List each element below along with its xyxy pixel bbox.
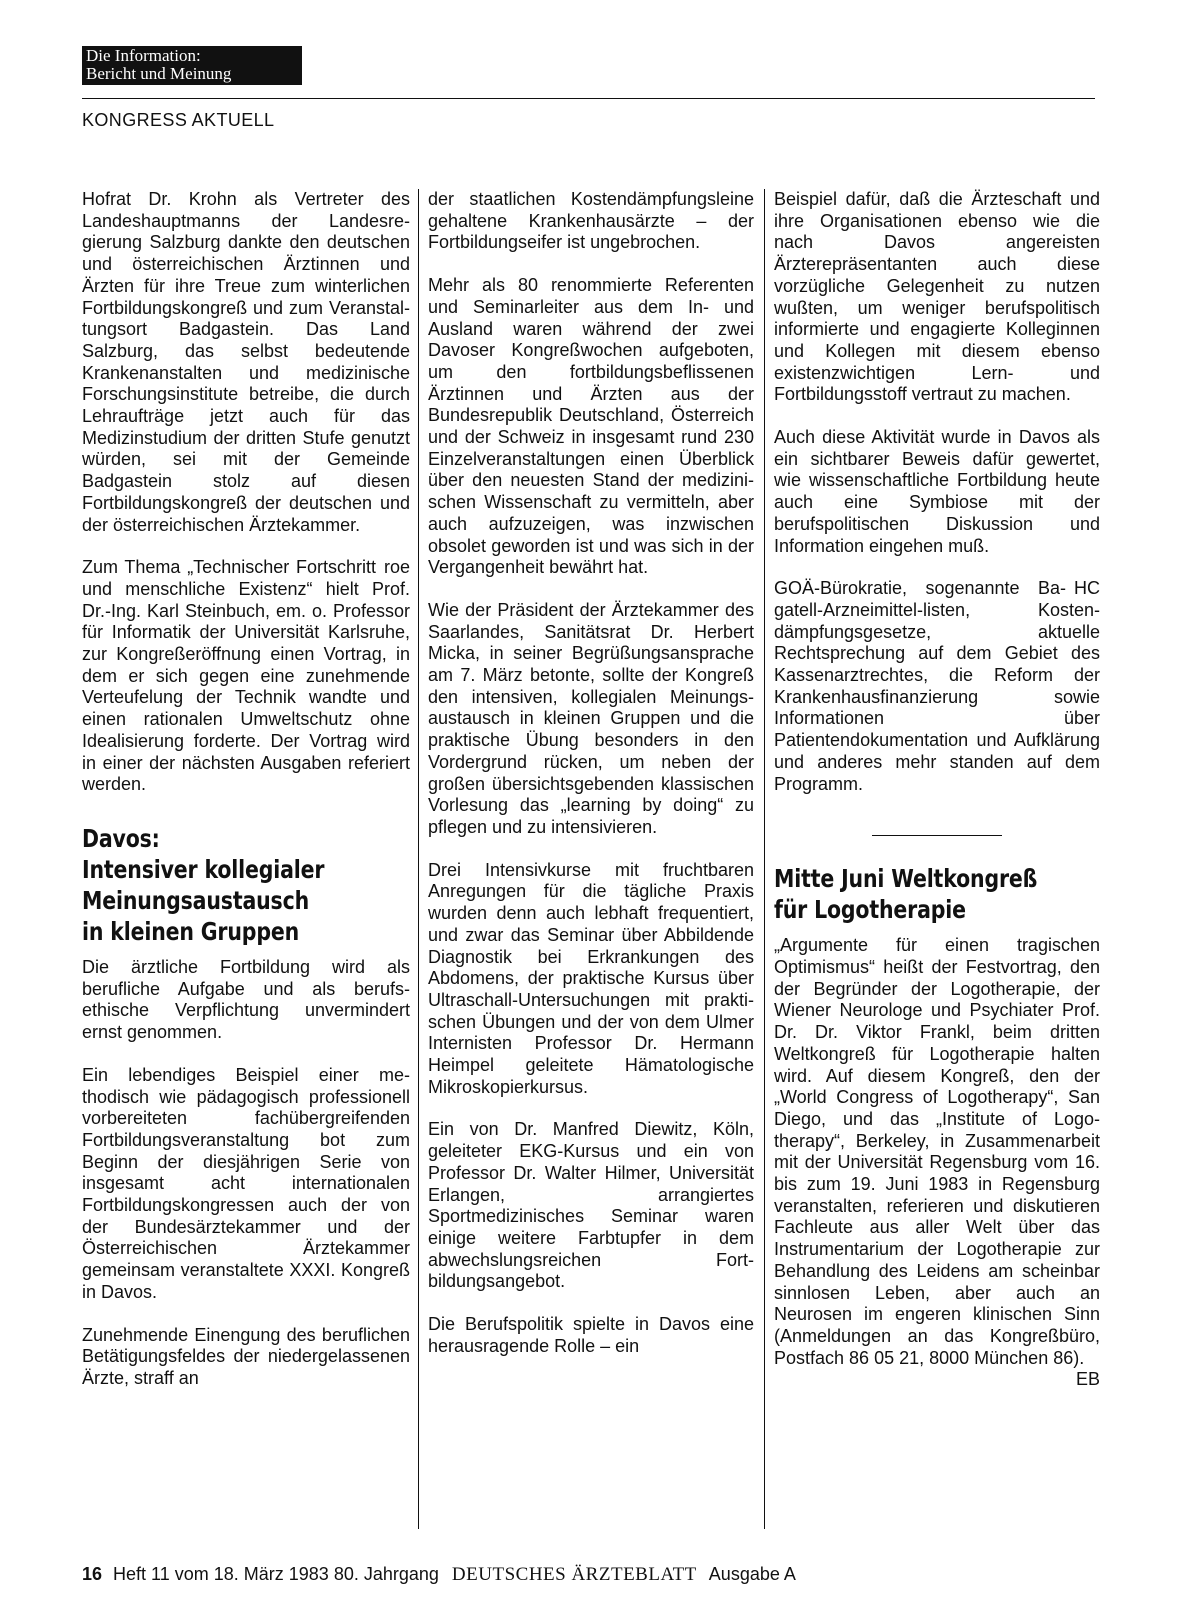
paragraph: Ein lebendiges Beispiel einer methodisch wie pädagogisch professionell vorbereiteten fachübergreifenden Fortbildungsveranstaltung bot zum Beginn der diesjährigen Serie von insgesamt acht internationalen Fortbildungskongressen auch der von der Bundesärztekammer und der Österreichischen Ärztekammer gemeinsam veranstaltete XXXI. Kongreß in Davos. <box>82 1064 410 1302</box>
column-3 <box>774 189 1100 1529</box>
paragraph: Zunehmende Einengung des beruflichen Betätigungsfeldes der niedergelassenen Ärzte, straff an <box>82 1324 410 1388</box>
heading-line: in kleinen Gruppen <box>82 916 300 946</box>
paragraph: Drei Intensivkurse mit fruchtbaren Anregungen für die tägliche Praxis wurden denn auch lebhaft frequentiert, und zwar das Seminar über Abbildende Diagnostik bei Erkrankungen des Abdomens, der praktische Kursus über Ultraschall-Untersuchungen mit praktischen Übungen und der von dem Ulmer Internisten Professor Dr. Hermann Heimpel geleitete Hämatologische Mikroskopierkursus. <box>428 859 754 1097</box>
edition: Ausgabe A <box>708 1564 796 1584</box>
paragraph-text: Zum Thema „Technischer Fortschritt und menschliche Existenz“ hielt Prof. Dr.-Ing. Karl Steinbuch, em. o. Professor für Informatik der Universität Karlsruhe, zur Kongreßeröffnung einen Vortrag, in dem er sich gegen eine zunehmende Verteufelung der Technik wandte und einen rationalen Umweltschutz ohne Idealisierung forderte. Der Vortrag wird in einer der nächsten Ausgaben referiert werden. <box>82 557 410 795</box>
heading-line: Meinungsaustausch <box>82 885 310 915</box>
paragraph-text: „Argumente für einen tragischen Optimismus“ heißt der Festvortrag, den der Begründer der Logotherapie, der Wiener Neurologe und Psychiater Prof. Dr. Dr. Viktor Frankl, beim dritten Weltkongreß für Logotherapie halten wird. Auf diesem Kongreß, den der „World Congress of Logotherapy“, San Diego, und das „Institute of Logotherapy“, Berkeley, in Zusammenarbeit mit der Universität Regensburg vom 16. bis zum 19. Juni 1983 in Regensburg veranstalten, referieren und diskutieren Fachleute aus aller Welt über das Instrumentarium der Logotherapie zur Behandlung des Leidens am scheinbar sinnlosen Leben, aber auch an Neurosen im engeren klinischen Sinn (Anmeldungen an das Kongreßbüro, Postfach 86 05 21, 8000 München 86). <box>774 935 1100 1368</box>
heading-line: für Logotherapie <box>774 895 966 925</box>
issue-info: Heft 11 vom 18. März 1983 80. Jahrgang <box>113 1564 439 1584</box>
paragraph: Mehr als 80 renommierte Referenten und Seminarleiter aus dem In- und Ausland waren während der zwei Davoser Kongreßwochen aufgeboten, um den fortbildungsbeflissenen Ärztinnen und Ärzten aus der Bundesrepublik Deutschland, Österreich und der Schweiz in insgesamt rund 230 Einzelveranstaltungen einen Überblick über den neuesten Stand der medizinischen Wissenschaft zu vermitteln, aber auch aufzuzeigen, was inzwischen obsolet geworden ist und was sich in der Vergangenheit bewährt hat. <box>428 275 754 578</box>
author-signature: roe <box>383 557 410 578</box>
paragraph: Auch diese Aktivität wurde in Davos als ein sichtbarer Beweis dafür gewertet, wie wissenschaftliche Fortbildung heute auch eine Symbiose mit der berufspolitischen Diskussion und Information eingehen muß. <box>774 427 1100 556</box>
column-divider-1 <box>418 189 419 1529</box>
heading-line: Mitte Juni Weltkongreß <box>774 864 1038 894</box>
rubric: KONGRESS AKTUELL <box>82 110 275 130</box>
column-2 <box>428 189 754 1529</box>
paragraph: Beispiel dafür, daß die Ärzteschaft und ihre Organisationen ebenso wie die nach Davos angereisten Ärzterepräsentanten auch diese vorzügliche Gelegenheit zu nutzen wußten, um weniger berufspolitisch informierte und engagierte Kolleginnen und Kollegen mit diesem ebenso existenzwichtigen Lern- und Fortbildungsstoff vertraut zu machen. <box>774 189 1100 405</box>
article-heading-logotherapie <box>774 863 1100 925</box>
author-signature: EB <box>1075 1369 1100 1390</box>
paragraph <box>774 578 1100 795</box>
paragraph: Hofrat Dr. Krohn als Vertreter des Landeshauptmanns der Landesregierung Salzburg dankte den deutschen und österreichischen Ärztinnen und Ärzten für ihre Treue zum winterlichen Fortbildungskongreß und zum Veranstaltungsort Badgastein. Das Land Salzburg, das selbst bedeutende Krankenanstalten und medizinische Forschungsinstitute betreibe, die durch Lehraufträge jetzt auch für das Medizinstudium der dritten Stufe genutzt würden, sei mit der Gemeinde Badgastein stolz auf diesen Fortbildungskongreß der deutschen und der österreichischen Ärztekammer. <box>82 189 410 535</box>
article-separator <box>872 835 1002 836</box>
paragraph: Die ärztliche Fortbildung wird als berufliche Aufgabe und als berufsethische Verpflichtung unvermindert ernst genommen. <box>82 956 410 1043</box>
section-label <box>82 46 302 85</box>
section-label-line2: Bericht und Meinung <box>86 64 232 83</box>
paragraph <box>774 935 1100 1390</box>
author-signature: HC <box>1074 578 1100 599</box>
paragraph: Ein von Dr. Manfred Diewitz, Köln, geleiteter EKG-Kursus und ein von Professor Dr. Walter Hilmer, Universität Erlangen, arrangiertes Sportmedizinisches Seminar waren einige weitere Farbtupfer in dem abwechslungsreichen Fortbildungsangebot. <box>428 1119 754 1292</box>
paragraph-text: GOÄ-Bürokratie, sogenannte Bagatell-Arzneimittel-listen, Kostendämpfungsgesetze, aktuelle Rechtsprechung auf dem Gebiet des Kassenarztrechtes, die Reform der Krankenhausfinanzierung sowie Informationen über Patientendokumentation und Aufklärung und anderes mehr standen auf dem Programm. <box>774 578 1100 794</box>
heading-line: Davos: <box>82 823 160 853</box>
page-number: 16 <box>82 1564 103 1584</box>
column-1 <box>82 189 410 1529</box>
paragraph: Wie der Präsident der Ärztekammer des Saarlandes, Sanitätsrat Dr. Herbert Micka, in seiner Begrüßungsansprache am 7. März betonte, sollte der Kongreß den intensiven, kollegialen Meinungsaustausch in kleinen Gruppen und die praktische Übung besonders in den Vordergrund rücken, um neben der großen übersichtsgebenden klassischen Vorlesung das „learning by doing“ zu pflegen und zu intensivieren. <box>428 599 754 837</box>
heading-line: Intensiver kollegialer <box>82 854 325 884</box>
column-divider-2 <box>764 189 765 1529</box>
section-label-line1: Die Information: <box>86 46 201 65</box>
article-heading-davos <box>82 823 410 947</box>
header-rule <box>82 98 1095 99</box>
masthead: DEUTSCHES ÄRZTEBLATT <box>451 1564 697 1585</box>
page-footer <box>82 1564 796 1586</box>
paragraph: der staatlichen Kostendämpfungsleine gehaltene Krankenhausärzte – der Fortbildungseifer ist ungebrochen. <box>428 189 754 253</box>
paragraph <box>82 557 410 796</box>
paragraph: Die Berufspolitik spielte in Davos eine herausragende Rolle – ein <box>428 1314 754 1356</box>
